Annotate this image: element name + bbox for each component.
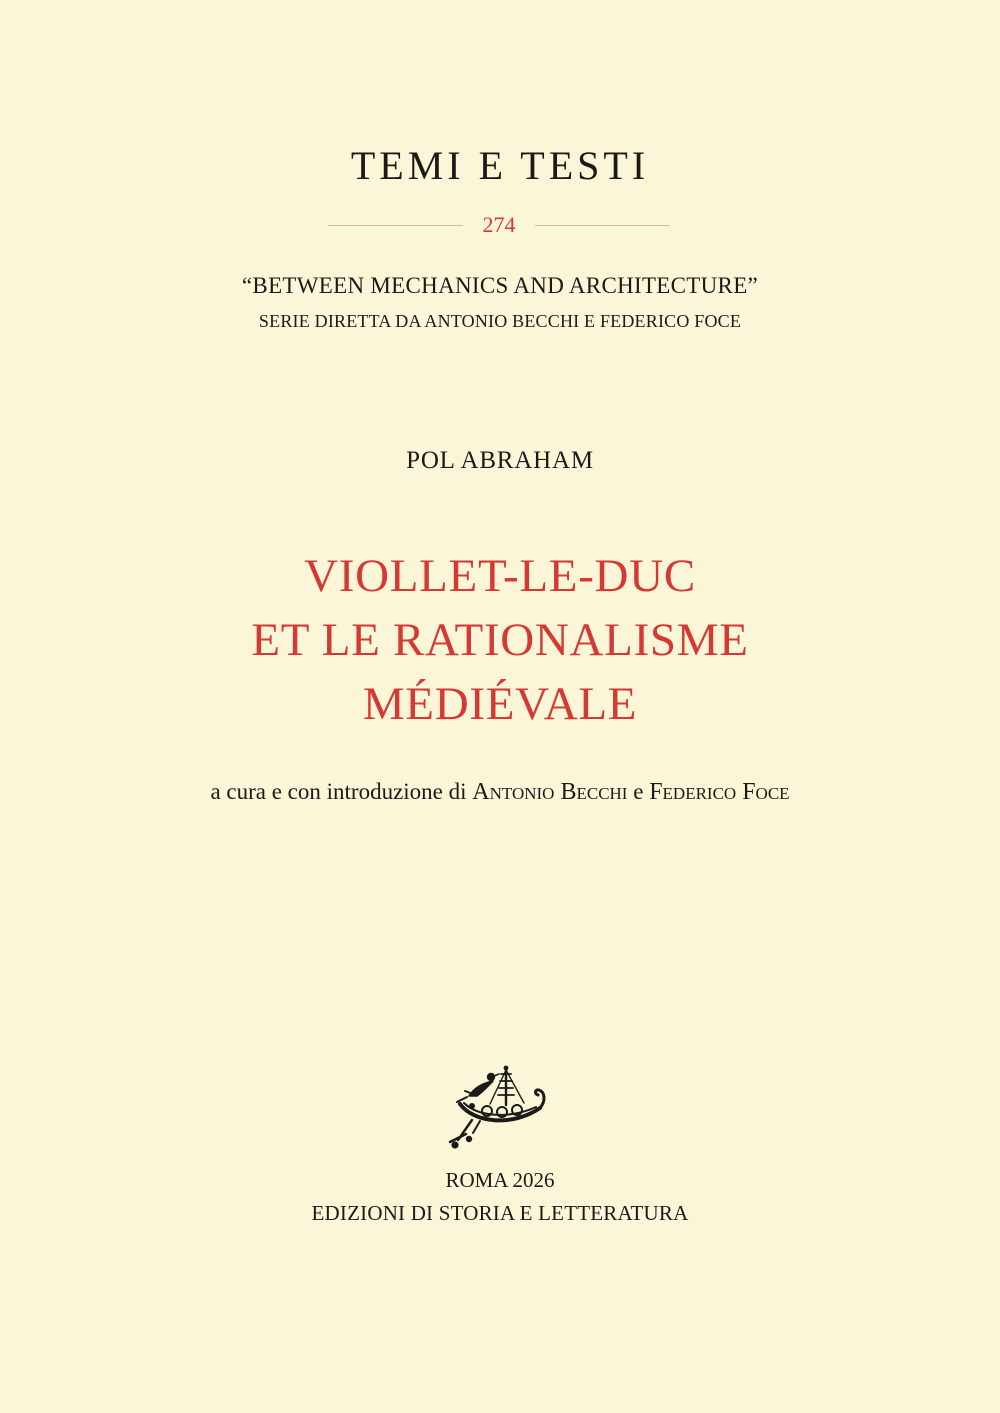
right-rule <box>535 225 670 226</box>
curatorship-conjunction: e <box>633 779 644 804</box>
series-title: TEMI E TESTI <box>350 143 650 188</box>
book-title <box>0 544 1000 736</box>
publisher-name: EDIZIONI DI STORIA E LETTERATURA <box>311 1201 689 1225</box>
book-title-line-1: VIOLLET-LE-DUC <box>304 550 696 602</box>
editor-name-2: Federico Foce <box>649 779 790 805</box>
left-rule <box>328 225 463 226</box>
author-name: POL ABRAHAM <box>406 447 594 474</box>
editor-name-1: Antonio Becchi <box>472 779 628 805</box>
ship-with-bird-logo-icon <box>442 1063 554 1153</box>
series-number-row <box>328 208 670 242</box>
book-title-line-3: MÉDIÉVALE <box>362 678 638 730</box>
imprint-place-year: ROMA 2026 <box>445 1168 555 1192</box>
subseries-editors: SERIE DIRETTA DA ANTONIO BECCHI E FEDERICO FOCE <box>258 311 742 331</box>
curatorship-prefix: a cura e con introduzione di <box>210 779 467 804</box>
series-number: 274 <box>482 212 516 237</box>
curatorship-line <box>0 779 1000 806</box>
subseries-title: “BETWEEN MECHANICS AND ARCHITECTURE” <box>241 273 759 298</box>
book-title-line-2: ET LE RATIONALISME <box>251 614 749 666</box>
